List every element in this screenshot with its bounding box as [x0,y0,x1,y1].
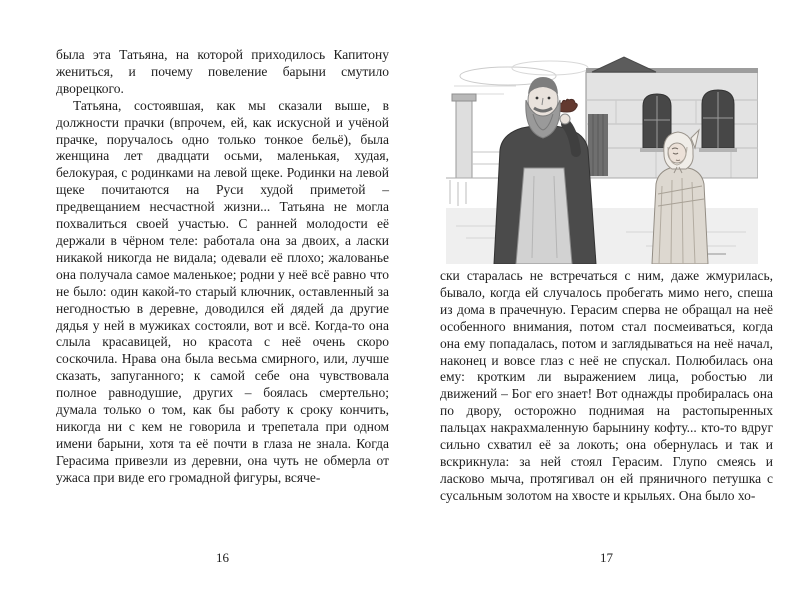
page-number-left: 16 [216,550,229,565]
apron [516,168,572,264]
ground [446,178,758,264]
illustration-svg [446,56,758,264]
arched-window-right [699,90,737,152]
left-page-paragraph-continuation: была эта Татьяна, на которой приходилось Капитону жениться, и почему повеление барыни смутило дворецкого. [56,47,389,96]
gerasim-figure [494,77,596,264]
illustration-gerasim-and-tatiana [446,56,758,264]
roof-gable [592,57,656,72]
gate-doorway [588,114,608,176]
hand [560,114,570,124]
page-number-right: 17 [600,550,613,565]
sky-clouds [454,61,588,94]
right-page-paragraph-continuation: ски старалась не встречаться с ним, даже жмурилась, бывало, когда ей случалось пробегать мимо него, спеша из дома в прачечную. Герасим сперва не обращал на неё особенного внимания, потом стал посмеиваться, когда она ему попадалась, потом и заглядываться на неё начал, наконец и вовсе глаз с неё не спускал. Полюбилась она ему: кротким ли выражением лица, робостью ли движений – Бог его знает! Вот однажды пробиралась она по двору, осторожно поднимая на растопыренных пальцах накрахмаленную барынину кофту... кто-то вдруг сильно схватил её за локоть; она обернулась и так и вскрикнула: за ней стоял Герасим. Глупо смеясь и ласково мыча, протягивал он ей пряничного петушка с сусальным золотом на хвосте и крыльях. Она было хо- [440,268,773,503]
left-page [56,47,389,487]
right-page [440,268,773,505]
left-page-paragraph-tatiana: Татьяна, состоявшая, как мы сказали выше, в должности прачки (впрочем, ей, как искусной и учёной прачке, поручалось одно только тонкое бельё), была женщина лет двадцати осьми, маленькая, худая, белокурая, с родинками на левой щеке. Родинки на левой щеке почитаются на Руси худой приметой – предвещанием несчастной жизни... Татьяна не могла похвалиться своей участью. С ранней молодости её держали в чёрном теле: работала она за двоих, а ласки никакой никогда не видала; одевали её плохо; жалованье она получала самое маленькое; родни у неё всё равно что не было: один какой-то старый ключник, оставленный за негодностью в деревне, доводился ей дядей да другие дядья у ней в мужиках состояли, вот и всё. Когда-то она слыла красавицей, но красота с неё очень скоро соскочила. Нрава она была весьма смирного, или, лучше сказать, запуганного; к самой себе она чувствовала полное равнодушие, других – боялась смертельно; думала только о том, как бы работу к сроку кончить, никогда ни с кем не говорила и трепетала при одном имени барыни, хотя та её почти в глаза не знала. Когда Герасима привезли из деревни, она чуть не обмерла от ужаса при виде его громадной фигуры, всяче- [56,97,389,485]
